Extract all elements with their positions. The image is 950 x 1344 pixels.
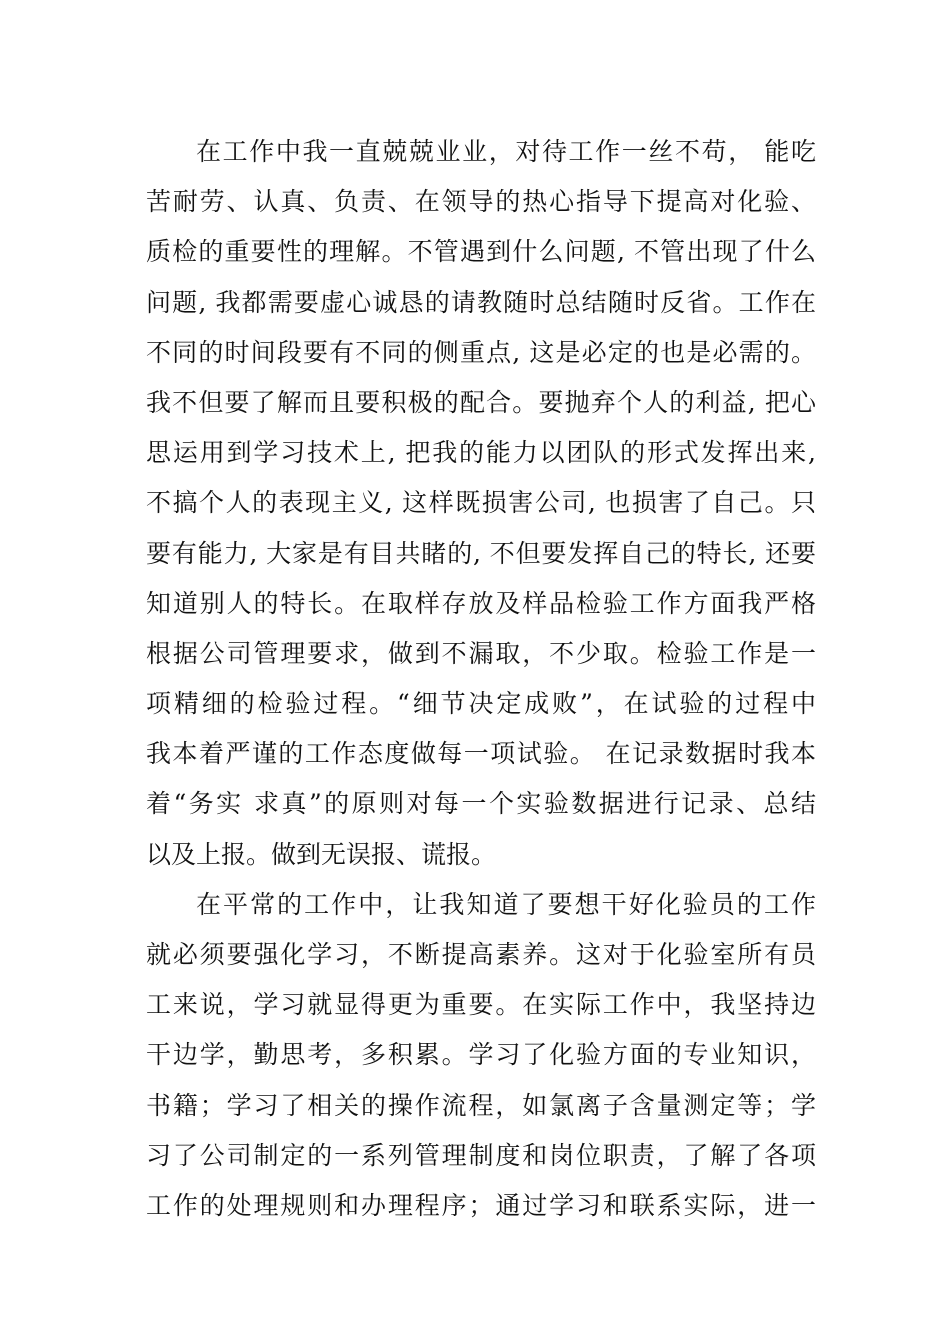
text-line: 思运用到学习技术上, 把我的能力以团队的形式发挥出来,: [146, 438, 816, 468]
text-line: 就必须要强化学习，不断提高素养。这对于化验室所有员: [146, 940, 816, 969]
text-line: 在工作中我一直兢兢业业，对待工作一丝不苟， 能吃: [196, 137, 816, 166]
text-line: 不同的时间段要有不同的侧重点, 这是必定的也是必需的。: [146, 337, 816, 367]
text-line: 根据公司管理要求，做到不漏取，不少取。检验工作是一: [146, 638, 816, 668]
text-line: 习了公司制定的一系列管理制度和岗位职责，了解了各项: [146, 1140, 816, 1170]
text-line: 苦耐劳、认真、负责、在领导的热心指导下提高对化验、: [146, 187, 816, 217]
text-line: 工作的处理规则和办理程序；通过学习和联系实际，进一: [146, 1190, 816, 1220]
text-line: 工来说，学习就显得更为重要。在实际工作中，我坚持边: [146, 990, 816, 1020]
body-text: [146, 127, 816, 1231]
paragraph: [146, 880, 816, 1231]
text-line: 我本着严谨的工作态度做每一项试验。 在记录数据时我本: [146, 739, 816, 769]
text-line: 要有能力, 大家是有目共睹的, 不但要发挥自己的特长, 还要: [146, 538, 816, 568]
text-line: 以及上报。做到无误报、谎报。: [146, 839, 497, 869]
text-line: 项精细的检验过程。“细节决定成败”，在试验的过程中: [146, 689, 816, 719]
text-line: 着“务实 求真”的原则对每一个实验数据进行记录、总结: [146, 789, 816, 819]
text-line: 不搞个人的表现主义, 这样既损害公司, 也损害了自己。只: [146, 488, 816, 518]
text-line: 知道别人的特长。在取样存放及样品检验工作方面我严格: [146, 588, 816, 618]
text-line: 我不但要了解而且要积极的配合。要抛弃个人的利益, 把心: [146, 387, 816, 417]
text-line: 在平常的工作中，让我知道了要想干好化验员的工作: [196, 889, 816, 919]
text-line: 质检的重要性的理解。不管遇到什么问题, 不管出现了什么: [146, 237, 816, 267]
text-line: 书籍；学习了相关的操作流程，如氯离子含量测定等；学: [146, 1090, 816, 1120]
text-line: 干边学，勤思考，多积累。学习了化验方面的专业知识，: [146, 1040, 816, 1070]
text-line: 问题, 我都需要虚心诚恳的请教随时总结随时反省。工作在: [146, 287, 816, 317]
paragraph: [146, 127, 816, 880]
